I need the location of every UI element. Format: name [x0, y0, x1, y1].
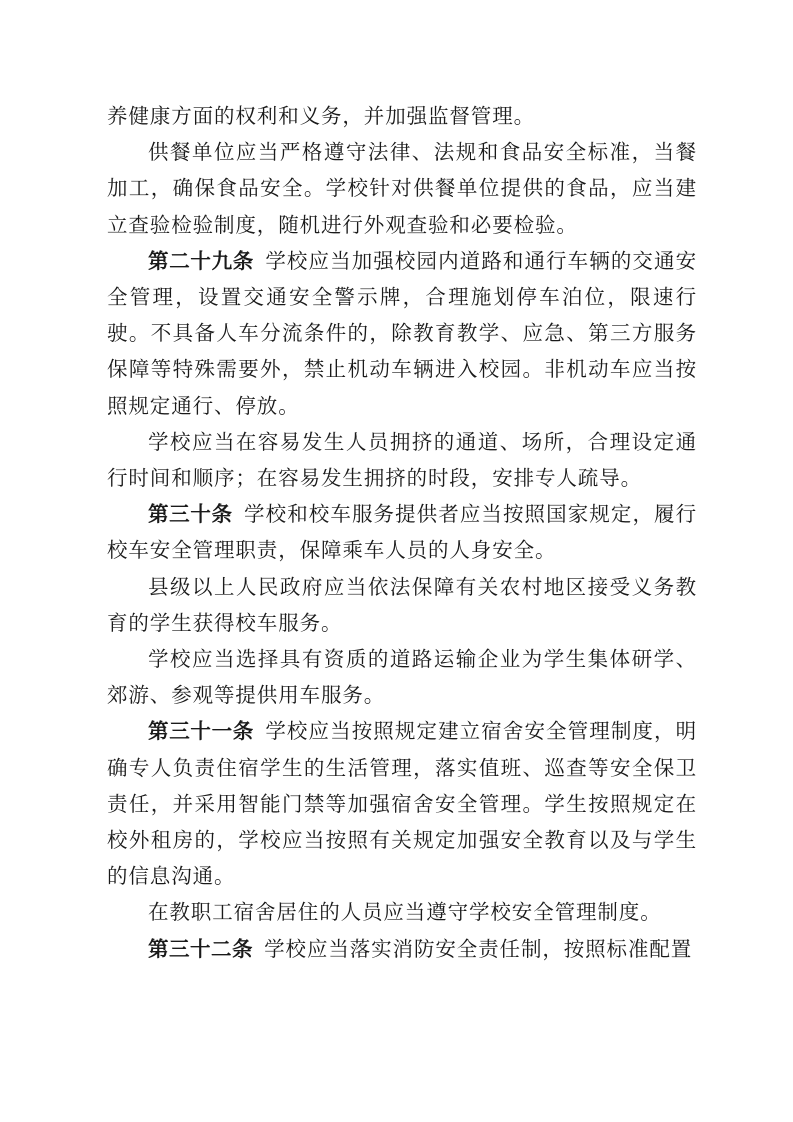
paragraph-text: 在教职工宿舍居住的人员应当遵守学校安全管理制度。 [148, 900, 662, 925]
regulation-text [107, 98, 697, 967]
paragraph-text: 学校应当按照规定建立宿舍安全管理制度，明确专人负责住宿学生的生活管理，落实值班、巡查等安全保卫责任，并采用智能门禁等加强宿舍安全管理。学生按照规定在校外租房的，学校应当按照有关规定加强安全教育以及与学生的信息沟通。 [107, 719, 697, 889]
paragraph [107, 134, 697, 243]
paragraph [107, 894, 697, 930]
paragraph-text: 县级以上人民政府应当依法保障有关农村地区接受义务教育的学生获得校车服务。 [107, 574, 697, 635]
paragraph [107, 424, 697, 496]
paragraph [107, 641, 697, 713]
article-number: 第三十二条 [148, 936, 253, 961]
article-number: 第三十一条 [148, 719, 254, 744]
article-number: 第二十九条 [148, 248, 254, 273]
article-paragraph [107, 243, 697, 424]
paragraph-text: 学校和校车服务提供者应当按照国家规定，履行校车安全管理职责，保障乘车人员的人身安全。 [107, 502, 698, 563]
article-number: 第三十条 [148, 502, 233, 527]
article-paragraph [107, 931, 697, 967]
paragraph-text: 供餐单位应当严格遵守法律、法规和食品安全标准，当餐加工，确保食品安全。学校针对供餐单位提供的食品，应当建立查验检验制度，随机进行外观查验和必要检验。 [107, 140, 697, 237]
paragraph-text: 学校应当加强校园内道路和通行车辆的交通安全管理，设置交通安全警示牌，合理施划停车泊位，限速行驶。不具备人车分流条件的，除教育教学、应急、第三方服务保障等特殊需要外，禁止机动车辆进入校园。非机动车应当按照规定通行、停放。 [107, 248, 697, 418]
paragraph-text: 学校应当选择具有资质的道路运输企业为学生集体研学、郊游、参观等提供用车服务。 [107, 647, 697, 708]
paragraph [107, 98, 697, 134]
paragraph-text: 学校应当落实消防安全责任制，按照标准配置 [264, 936, 693, 961]
paragraph-text: 养健康方面的权利和义务，并加强监督管理。 [107, 104, 535, 128]
paragraph [107, 569, 697, 641]
paragraph-text: 学校应当在容易发生人员拥挤的通道、场所，合理设定通行时间和顺序；在容易发生拥挤的时段，安排专人疏导。 [107, 429, 697, 491]
article-paragraph [107, 496, 697, 568]
article-paragraph [107, 713, 697, 894]
